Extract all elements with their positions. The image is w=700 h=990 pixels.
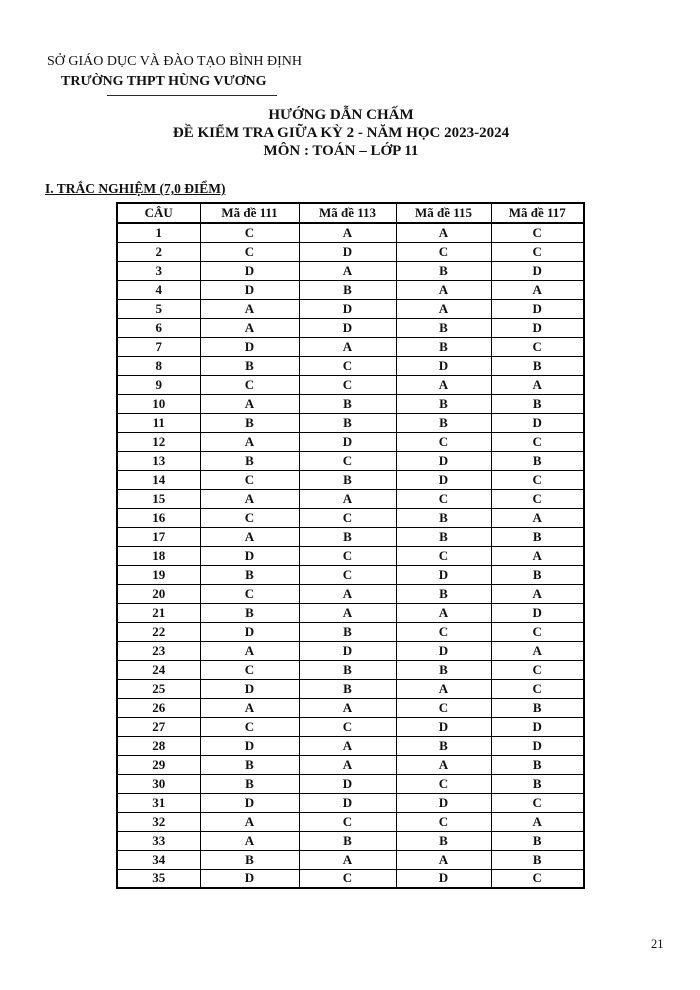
question-number: 19 <box>117 565 200 584</box>
table-row <box>117 413 584 432</box>
answer-cell: D <box>299 318 396 337</box>
answer-key-table <box>116 202 585 889</box>
answer-cell: C <box>491 869 584 888</box>
answer-cell: C <box>491 793 584 812</box>
question-number: 3 <box>117 261 200 280</box>
answer-cell: B <box>491 698 584 717</box>
answer-cell: C <box>491 679 584 698</box>
table-row <box>117 527 584 546</box>
department-name: SỞ GIÁO DỤC VÀ ĐÀO TẠO BÌNH ĐỊNH <box>47 54 302 69</box>
answer-cell: D <box>491 717 584 736</box>
header-divider <box>107 95 277 96</box>
answer-cell: B <box>396 736 491 755</box>
answer-cell: D <box>200 793 299 812</box>
answer-cell: B <box>200 413 299 432</box>
answer-cell: B <box>299 413 396 432</box>
answer-cell: D <box>396 451 491 470</box>
answer-cell: A <box>200 489 299 508</box>
question-number: 7 <box>117 337 200 356</box>
table-row <box>117 812 584 831</box>
answer-cell: B <box>299 660 396 679</box>
answer-cell: B <box>396 831 491 850</box>
question-number: 11 <box>117 413 200 432</box>
answer-cell: D <box>491 603 584 622</box>
answer-cell: A <box>396 850 491 869</box>
question-number: 30 <box>117 774 200 793</box>
table-row <box>117 356 584 375</box>
answer-cell: C <box>200 223 299 242</box>
question-number: 35 <box>117 869 200 888</box>
question-number: 29 <box>117 755 200 774</box>
answer-cell: A <box>299 698 396 717</box>
document-title <box>0 106 682 160</box>
answer-cell: B <box>491 850 584 869</box>
answer-cell: D <box>299 793 396 812</box>
answer-cell: A <box>299 489 396 508</box>
answer-cell: C <box>200 242 299 261</box>
answer-cell: C <box>491 489 584 508</box>
answer-cell: C <box>491 223 584 242</box>
answer-cell: D <box>396 793 491 812</box>
table-row <box>117 451 584 470</box>
answer-cell: A <box>200 527 299 546</box>
answer-cell: C <box>396 242 491 261</box>
answer-cell: D <box>491 736 584 755</box>
table-row <box>117 470 584 489</box>
answer-cell: D <box>491 318 584 337</box>
answer-cell: A <box>396 280 491 299</box>
answer-cell: D <box>491 413 584 432</box>
answer-cell: C <box>396 812 491 831</box>
answer-cell: C <box>396 489 491 508</box>
answer-cell: C <box>396 774 491 793</box>
question-number: 25 <box>117 679 200 698</box>
answer-cell: A <box>200 812 299 831</box>
answer-cell: C <box>299 508 396 527</box>
school-name: TRƯỜNG THPT HÙNG VƯƠNG <box>61 74 267 89</box>
answer-cell: B <box>396 527 491 546</box>
answer-cell: A <box>299 603 396 622</box>
table-row <box>117 603 584 622</box>
answer-cell: C <box>299 546 396 565</box>
question-number: 23 <box>117 641 200 660</box>
answer-cell: C <box>200 717 299 736</box>
answer-cell: D <box>491 299 584 318</box>
answer-cell: B <box>200 850 299 869</box>
question-number: 10 <box>117 394 200 413</box>
answer-cell: A <box>396 375 491 394</box>
question-number: 15 <box>117 489 200 508</box>
answer-cell: B <box>396 261 491 280</box>
answer-cell: A <box>491 508 584 527</box>
answer-cell: C <box>299 812 396 831</box>
table-row <box>117 375 584 394</box>
table-row <box>117 280 584 299</box>
answer-cell: C <box>299 717 396 736</box>
answer-cell: C <box>491 432 584 451</box>
answer-cell: B <box>299 622 396 641</box>
answer-cell: D <box>200 337 299 356</box>
answer-cell: B <box>299 280 396 299</box>
title-line-2: ĐỀ KIỂM TRA GIỮA KỲ 2 - NĂM HỌC 2023-2024 <box>172 125 510 141</box>
answer-cell: C <box>396 432 491 451</box>
answer-cell: A <box>491 546 584 565</box>
answer-cell: B <box>200 356 299 375</box>
question-number: 26 <box>117 698 200 717</box>
table-row <box>117 584 584 603</box>
question-number: 1 <box>117 223 200 242</box>
answer-cell: A <box>200 299 299 318</box>
question-number: 21 <box>117 603 200 622</box>
table-row <box>117 546 584 565</box>
question-number: 13 <box>117 451 200 470</box>
table-row <box>117 641 584 660</box>
column-header: Mã đề 113 <box>299 203 396 223</box>
answer-cell: B <box>299 527 396 546</box>
title-line-1: HƯỚNG DẪN CHẤM <box>268 107 414 123</box>
answer-cell: A <box>200 318 299 337</box>
answer-cell: C <box>299 565 396 584</box>
question-number: 2 <box>117 242 200 261</box>
table-row <box>117 774 584 793</box>
answer-cell: B <box>200 603 299 622</box>
question-number: 14 <box>117 470 200 489</box>
answer-cell: A <box>396 223 491 242</box>
column-header: CÂU <box>117 203 200 223</box>
answer-cell: A <box>491 375 584 394</box>
table-row <box>117 432 584 451</box>
answer-cell: D <box>299 774 396 793</box>
table-row <box>117 717 584 736</box>
table-row <box>117 698 584 717</box>
answer-cell: D <box>200 622 299 641</box>
question-number: 34 <box>117 850 200 869</box>
question-number: 4 <box>117 280 200 299</box>
answer-cell: A <box>299 755 396 774</box>
answer-cell: B <box>200 755 299 774</box>
answer-cell: D <box>491 261 584 280</box>
column-header: Mã đề 115 <box>396 203 491 223</box>
question-number: 16 <box>117 508 200 527</box>
question-number: 31 <box>117 793 200 812</box>
answer-cell: A <box>299 584 396 603</box>
table-row <box>117 223 584 242</box>
answer-cell: C <box>396 622 491 641</box>
answer-cell: A <box>200 831 299 850</box>
answer-cell: A <box>396 679 491 698</box>
table-row <box>117 299 584 318</box>
answer-cell: C <box>491 242 584 261</box>
answer-cell: C <box>491 337 584 356</box>
table-row <box>117 318 584 337</box>
answer-cell: A <box>396 603 491 622</box>
table-row <box>117 850 584 869</box>
table-row <box>117 489 584 508</box>
answer-cell: A <box>200 641 299 660</box>
answer-cell: D <box>200 679 299 698</box>
answer-cell: C <box>396 698 491 717</box>
answer-cell: B <box>299 394 396 413</box>
answer-cell: A <box>396 299 491 318</box>
answer-cell: A <box>491 280 584 299</box>
answer-cell: C <box>200 660 299 679</box>
answer-cell: D <box>299 432 396 451</box>
answer-cell: C <box>491 470 584 489</box>
answer-cell: B <box>396 337 491 356</box>
table-row <box>117 755 584 774</box>
answer-cell: A <box>200 432 299 451</box>
table-body <box>117 223 584 888</box>
table-row <box>117 337 584 356</box>
answer-cell: B <box>299 470 396 489</box>
answer-cell: A <box>299 261 396 280</box>
answer-cell: C <box>200 508 299 527</box>
question-number: 8 <box>117 356 200 375</box>
answer-cell: A <box>200 698 299 717</box>
question-number: 28 <box>117 736 200 755</box>
answer-cell: A <box>491 584 584 603</box>
answer-cell: B <box>396 584 491 603</box>
answer-cell: C <box>200 375 299 394</box>
answer-cell: C <box>491 622 584 641</box>
table-row <box>117 565 584 584</box>
question-number: 32 <box>117 812 200 831</box>
answer-cell: C <box>299 356 396 375</box>
answer-cell: D <box>299 641 396 660</box>
answer-cell: B <box>396 318 491 337</box>
answer-cell: B <box>200 774 299 793</box>
question-number: 5 <box>117 299 200 318</box>
answer-cell: D <box>200 280 299 299</box>
answer-cell: D <box>299 299 396 318</box>
question-number: 17 <box>117 527 200 546</box>
answer-cell: A <box>491 812 584 831</box>
answer-cell: B <box>491 356 584 375</box>
question-number: 18 <box>117 546 200 565</box>
answer-cell: D <box>396 470 491 489</box>
answer-cell: B <box>396 508 491 527</box>
answer-cell: D <box>396 869 491 888</box>
title-line-3: MÔN : TOÁN – LỚP 11 <box>263 143 419 159</box>
table-row <box>117 793 584 812</box>
answer-cell: B <box>491 565 584 584</box>
question-number: 22 <box>117 622 200 641</box>
question-number: 27 <box>117 717 200 736</box>
answer-cell: B <box>396 394 491 413</box>
question-number: 12 <box>117 432 200 451</box>
answer-cell: D <box>299 242 396 261</box>
answer-cell: C <box>299 451 396 470</box>
answer-cell: D <box>200 869 299 888</box>
question-number: 24 <box>117 660 200 679</box>
table-row <box>117 242 584 261</box>
question-number: 33 <box>117 831 200 850</box>
answer-cell: B <box>491 831 584 850</box>
answer-cell: D <box>200 261 299 280</box>
table-header-row <box>117 203 584 223</box>
answer-cell: A <box>396 755 491 774</box>
answer-cell: C <box>299 869 396 888</box>
answer-cell: A <box>299 337 396 356</box>
answer-cell: B <box>491 527 584 546</box>
answer-cell: A <box>200 394 299 413</box>
answer-cell: B <box>200 565 299 584</box>
answer-cell: A <box>299 850 396 869</box>
table-row <box>117 261 584 280</box>
column-header: Mã đề 111 <box>200 203 299 223</box>
table-row <box>117 679 584 698</box>
answer-cell: C <box>491 660 584 679</box>
answer-cell: B <box>200 451 299 470</box>
answer-cell: C <box>200 584 299 603</box>
table-row <box>117 508 584 527</box>
answer-cell: A <box>299 223 396 242</box>
answer-cell: D <box>396 717 491 736</box>
answer-cell: B <box>396 413 491 432</box>
answer-cell: B <box>396 660 491 679</box>
question-number: 6 <box>117 318 200 337</box>
answer-cell: D <box>200 546 299 565</box>
table-row <box>117 736 584 755</box>
answer-cell: B <box>491 755 584 774</box>
table-row <box>117 622 584 641</box>
answer-cell: C <box>299 375 396 394</box>
answer-cell: C <box>396 546 491 565</box>
answer-cell: D <box>396 641 491 660</box>
answer-cell: B <box>299 679 396 698</box>
section-heading: I. TRẮC NGHIỆM (7,0 ĐIỂM) <box>45 181 226 196</box>
table-row <box>117 831 584 850</box>
answer-cell: C <box>200 470 299 489</box>
column-header: Mã đề 117 <box>491 203 584 223</box>
answer-cell: A <box>299 736 396 755</box>
answer-cell: D <box>396 356 491 375</box>
page-number: 21 <box>651 937 664 951</box>
answer-cell: B <box>491 774 584 793</box>
answer-cell: B <box>299 831 396 850</box>
answer-cell: B <box>491 451 584 470</box>
answer-cell: A <box>491 641 584 660</box>
answer-cell: D <box>200 736 299 755</box>
table-row <box>117 660 584 679</box>
table-row <box>117 394 584 413</box>
question-number: 20 <box>117 584 200 603</box>
answer-cell: B <box>491 394 584 413</box>
answer-cell: D <box>396 565 491 584</box>
table-row <box>117 869 584 888</box>
document-header <box>47 52 302 96</box>
question-number: 9 <box>117 375 200 394</box>
